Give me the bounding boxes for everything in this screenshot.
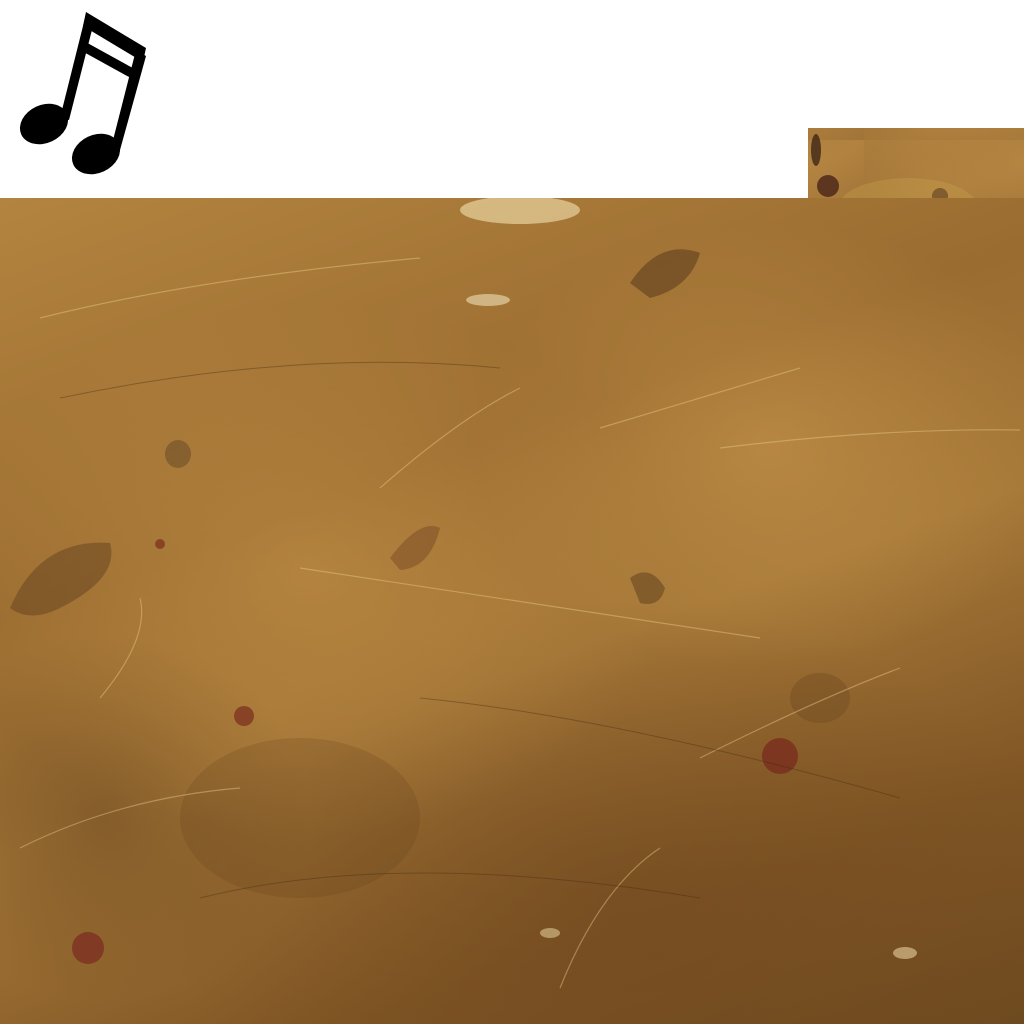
music-toggle-button[interactable] xyxy=(12,8,156,184)
brass-surface-corner xyxy=(808,128,1024,198)
brass-surface xyxy=(0,198,1024,1024)
music-note-icon xyxy=(12,8,156,184)
